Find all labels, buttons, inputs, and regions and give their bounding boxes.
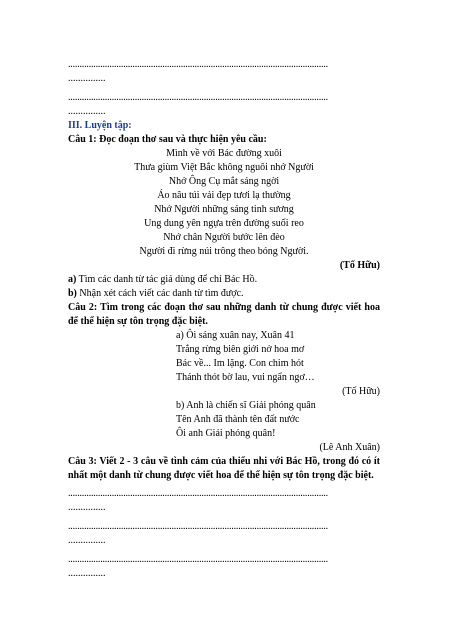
- poem-line: Người đi rừng núi trông theo bóng Người.: [139, 246, 309, 257]
- poem-line: Áo nâu túi vải đẹp tươi lạ thường: [157, 190, 291, 201]
- task-label: a): [68, 274, 77, 285]
- answer-line: ...............: [68, 106, 106, 117]
- poem-line: Bác về... Im lặng. Con chim hót: [176, 358, 304, 369]
- poem-line: Nhớ Người những sáng tinh sương: [154, 204, 294, 215]
- question-3-title: Câu 3: Viết 2 - 3 câu về tình cảm của thiếu nhi với Bác Hồ, trong đó có ít nhất một danh từ chung được viết hoa để thể hiện sự tôn trọng đặc biệt.: [68, 456, 380, 481]
- answer-line: .................................................................................................................: [68, 59, 328, 70]
- question-2-poem-a: [68, 329, 380, 385]
- task-label: b): [68, 288, 77, 299]
- poem-line: Mình về với Bác đường xuôi: [166, 148, 282, 159]
- answer-line: ...............: [68, 535, 106, 546]
- answer-line: ...............: [68, 502, 106, 513]
- answer-line: .................................................................................................................: [68, 554, 328, 565]
- question-2-title: Câu 2: Tìm trong các đoạn thơ sau những danh từ chung được viết hoa để thể hiện sự tôn trọng đặc biệt.: [68, 302, 380, 327]
- poem-line: Thánh thót bờ lau, vui ngẩn ngơ…: [176, 372, 315, 383]
- answer-lines-top: [68, 58, 380, 119]
- poem-line: Nhớ chân Người bước lên đèo: [163, 232, 285, 243]
- section-heading: III. Luyện tập:: [68, 120, 132, 131]
- answer-line: .................................................................................................................: [68, 488, 328, 499]
- poem-line: Thưa giùm Việt Bắc không nguôi nhớ Người: [134, 162, 314, 173]
- answer-line: .................................................................................................................: [68, 521, 328, 532]
- poem-line: Nhớ Ông Cụ mắt sáng ngời: [168, 176, 280, 187]
- poem-line: Tên Anh đã thành tên đất nước: [176, 414, 300, 425]
- answer-line: ...............: [68, 568, 106, 579]
- question-2-poem-b: [68, 399, 380, 441]
- question-1-title: Câu 1: Đọc đoạn thơ sau và thực hiện yêu cầu:: [68, 134, 267, 145]
- question-1-task-a: [68, 273, 380, 287]
- poem-line: a) Ôi sáng xuân nay, Xuân 41: [176, 330, 295, 341]
- poem-author: (Lê Anh Xuân): [319, 442, 380, 453]
- poem-line: Trắng rừng biên giới nở hoa mơ: [176, 344, 305, 355]
- question-1-task-b: [68, 287, 380, 301]
- poem-author: (Tố Hữu): [342, 386, 380, 397]
- worksheet-page: [68, 58, 380, 581]
- task-text: Nhận xét cách viết các danh từ tìm được.: [76, 288, 244, 299]
- poem-author: (Tố Hữu): [339, 260, 380, 271]
- poem-line: Ung dung yên ngựa trên đường suối reo: [144, 218, 304, 229]
- answer-lines-bottom: [68, 487, 380, 581]
- question-1-poem: [68, 147, 380, 259]
- answer-line: .................................................................................................................: [68, 92, 328, 103]
- answer-line: ...............: [68, 73, 106, 84]
- poem-line: b) Anh là chiến sĩ Giải phóng quân: [176, 400, 316, 411]
- task-text: Tìm các danh từ tác giả dùng để chỉ Bác Hồ.: [76, 274, 258, 285]
- poem-line: Ôi anh Giải phóng quân!: [176, 428, 276, 439]
